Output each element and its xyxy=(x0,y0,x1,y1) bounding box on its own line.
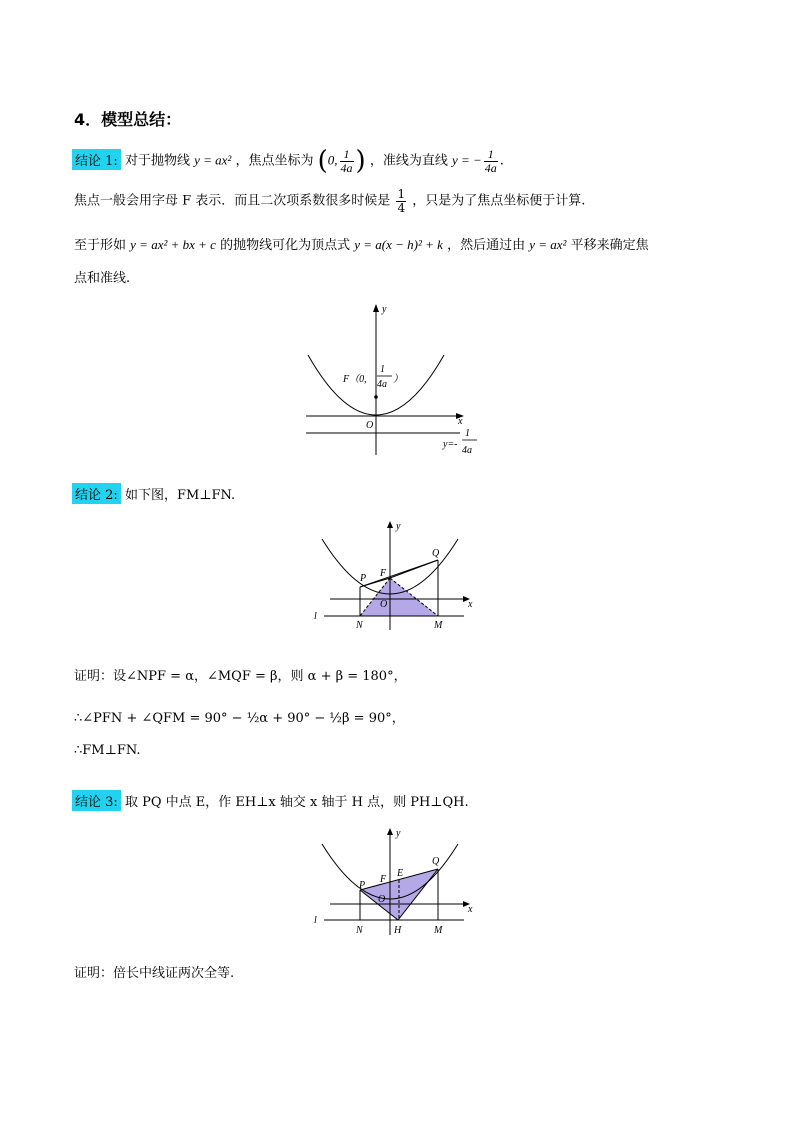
fig3-P: P xyxy=(359,880,366,891)
figure-3 xyxy=(310,822,480,942)
fig2-x-label: x xyxy=(468,599,473,610)
fig3-F: F xyxy=(380,874,387,885)
c1-directrix-frac: $\frac{1}{4a}$ xyxy=(484,146,497,175)
fig1-d-num: 1 xyxy=(465,428,470,439)
c1-text-2: ，焦点坐标为 xyxy=(235,153,314,169)
conclusion-3 xyxy=(72,790,469,811)
conclusion-2-tag: 结论 2: xyxy=(72,483,121,504)
p2-text-a: 焦点一般会用字母 F 表示．而且二次项系数很多时候是 xyxy=(74,193,391,209)
conclusion-1-tag: 结论 1: xyxy=(72,149,121,170)
fig1-focus-point xyxy=(374,395,378,399)
p2-text-b: ，只是为了焦点坐标便于计算. xyxy=(412,193,586,209)
fig1-focus-den: 4a xyxy=(377,379,387,390)
fig1-focus-label: F（0, xyxy=(343,374,367,385)
proof-2-line-2: ∴∠PFN + ∠QFM = 90° − ½α + 90° − ½β = 90°， xyxy=(74,711,405,726)
p3-text-d: 平移来确定焦 xyxy=(570,238,649,253)
fig3-Q: Q xyxy=(432,856,440,867)
conclusion-3-tag: 结论 3: xyxy=(72,790,121,811)
c1-focus-frac: $\frac{1}{4a}$ xyxy=(340,146,353,175)
fig1-focus-close: ） xyxy=(393,374,403,385)
fig2-l: l xyxy=(314,611,317,622)
p2-frac: $\frac{1}{4}$ xyxy=(397,187,406,215)
c1-eq-1: y = ax² xyxy=(194,152,232,168)
proof-2-line-3: ∴FM⊥FN. xyxy=(74,743,141,758)
fig2-O: O xyxy=(380,599,388,610)
c1-text-3: ，准线为直线 xyxy=(369,153,448,169)
proof-2-line-1: 证明：设∠NPF = α，∠MQF = β，则 α + β = 180°， xyxy=(74,669,407,684)
fig1-directrix-label: y=- xyxy=(443,439,458,450)
p3-text-c: ，然后通过由 xyxy=(447,238,526,253)
conclusion-2 xyxy=(72,483,235,504)
proof-3: 证明：倍长中线证两次全等. xyxy=(74,966,235,981)
fig3-O: O xyxy=(378,894,386,905)
p3-eq-1: y = ax² + bx + c xyxy=(130,237,216,252)
p3-text-b: 的抛物线可化为顶点式 xyxy=(220,238,351,253)
figure-2 xyxy=(310,515,480,635)
paragraph-2 xyxy=(74,188,585,214)
p3-eq-2: y = a(x − h)² + k xyxy=(354,237,443,252)
section-heading: 4．模型总结： xyxy=(74,110,182,129)
c1-text-1: 对于抛物线 xyxy=(124,153,190,169)
p3-eq-3: y = ax² xyxy=(529,237,567,252)
fig1-x-label: x xyxy=(458,416,463,427)
fig2-Q: Q xyxy=(432,548,440,559)
paragraph-4: 点和准线. xyxy=(74,271,131,286)
c1-eq-2: y = − xyxy=(451,152,482,168)
fig1-focus-num: 1 xyxy=(380,364,385,375)
c2-text: 如下图，FM⊥FN. xyxy=(124,488,236,503)
fig2-N: N xyxy=(356,620,363,631)
fig2-y-label: y xyxy=(396,521,401,532)
fig3-H: H xyxy=(394,925,402,936)
fig2-M: M xyxy=(434,620,443,631)
fig1-d-den: 4a xyxy=(462,445,472,456)
fig3-N: N xyxy=(356,925,363,936)
p3-text-a: 至于形如 xyxy=(74,238,127,253)
fig3-l: l xyxy=(314,915,317,926)
fig1-y-label: y xyxy=(382,304,387,315)
c3-text: 取 PQ 中点 E，作 EH⊥x 轴交 x 轴于 H 点，则 PH⊥QH. xyxy=(124,795,469,810)
fig3-y-label: y xyxy=(396,828,401,839)
paragraph-3 xyxy=(74,234,649,253)
figure-1-parabola xyxy=(300,300,490,462)
fig3-M: M xyxy=(434,925,443,936)
fig3-x-label: x xyxy=(468,904,473,915)
fig3-E: E xyxy=(397,868,404,879)
c1-focus-x: 0, xyxy=(327,152,338,168)
fig2-P: P xyxy=(360,573,367,584)
fig2-F: F xyxy=(380,568,387,579)
conclusion-1: 结论 1: 对于抛物线 y = ax² ，焦点坐标为 (0, $\frac{1}{4a}$ ) ，准线为直线 y = − $\frac{1}{4a}$ . xyxy=(72,146,504,176)
fig1-origin-label: O xyxy=(366,420,374,431)
